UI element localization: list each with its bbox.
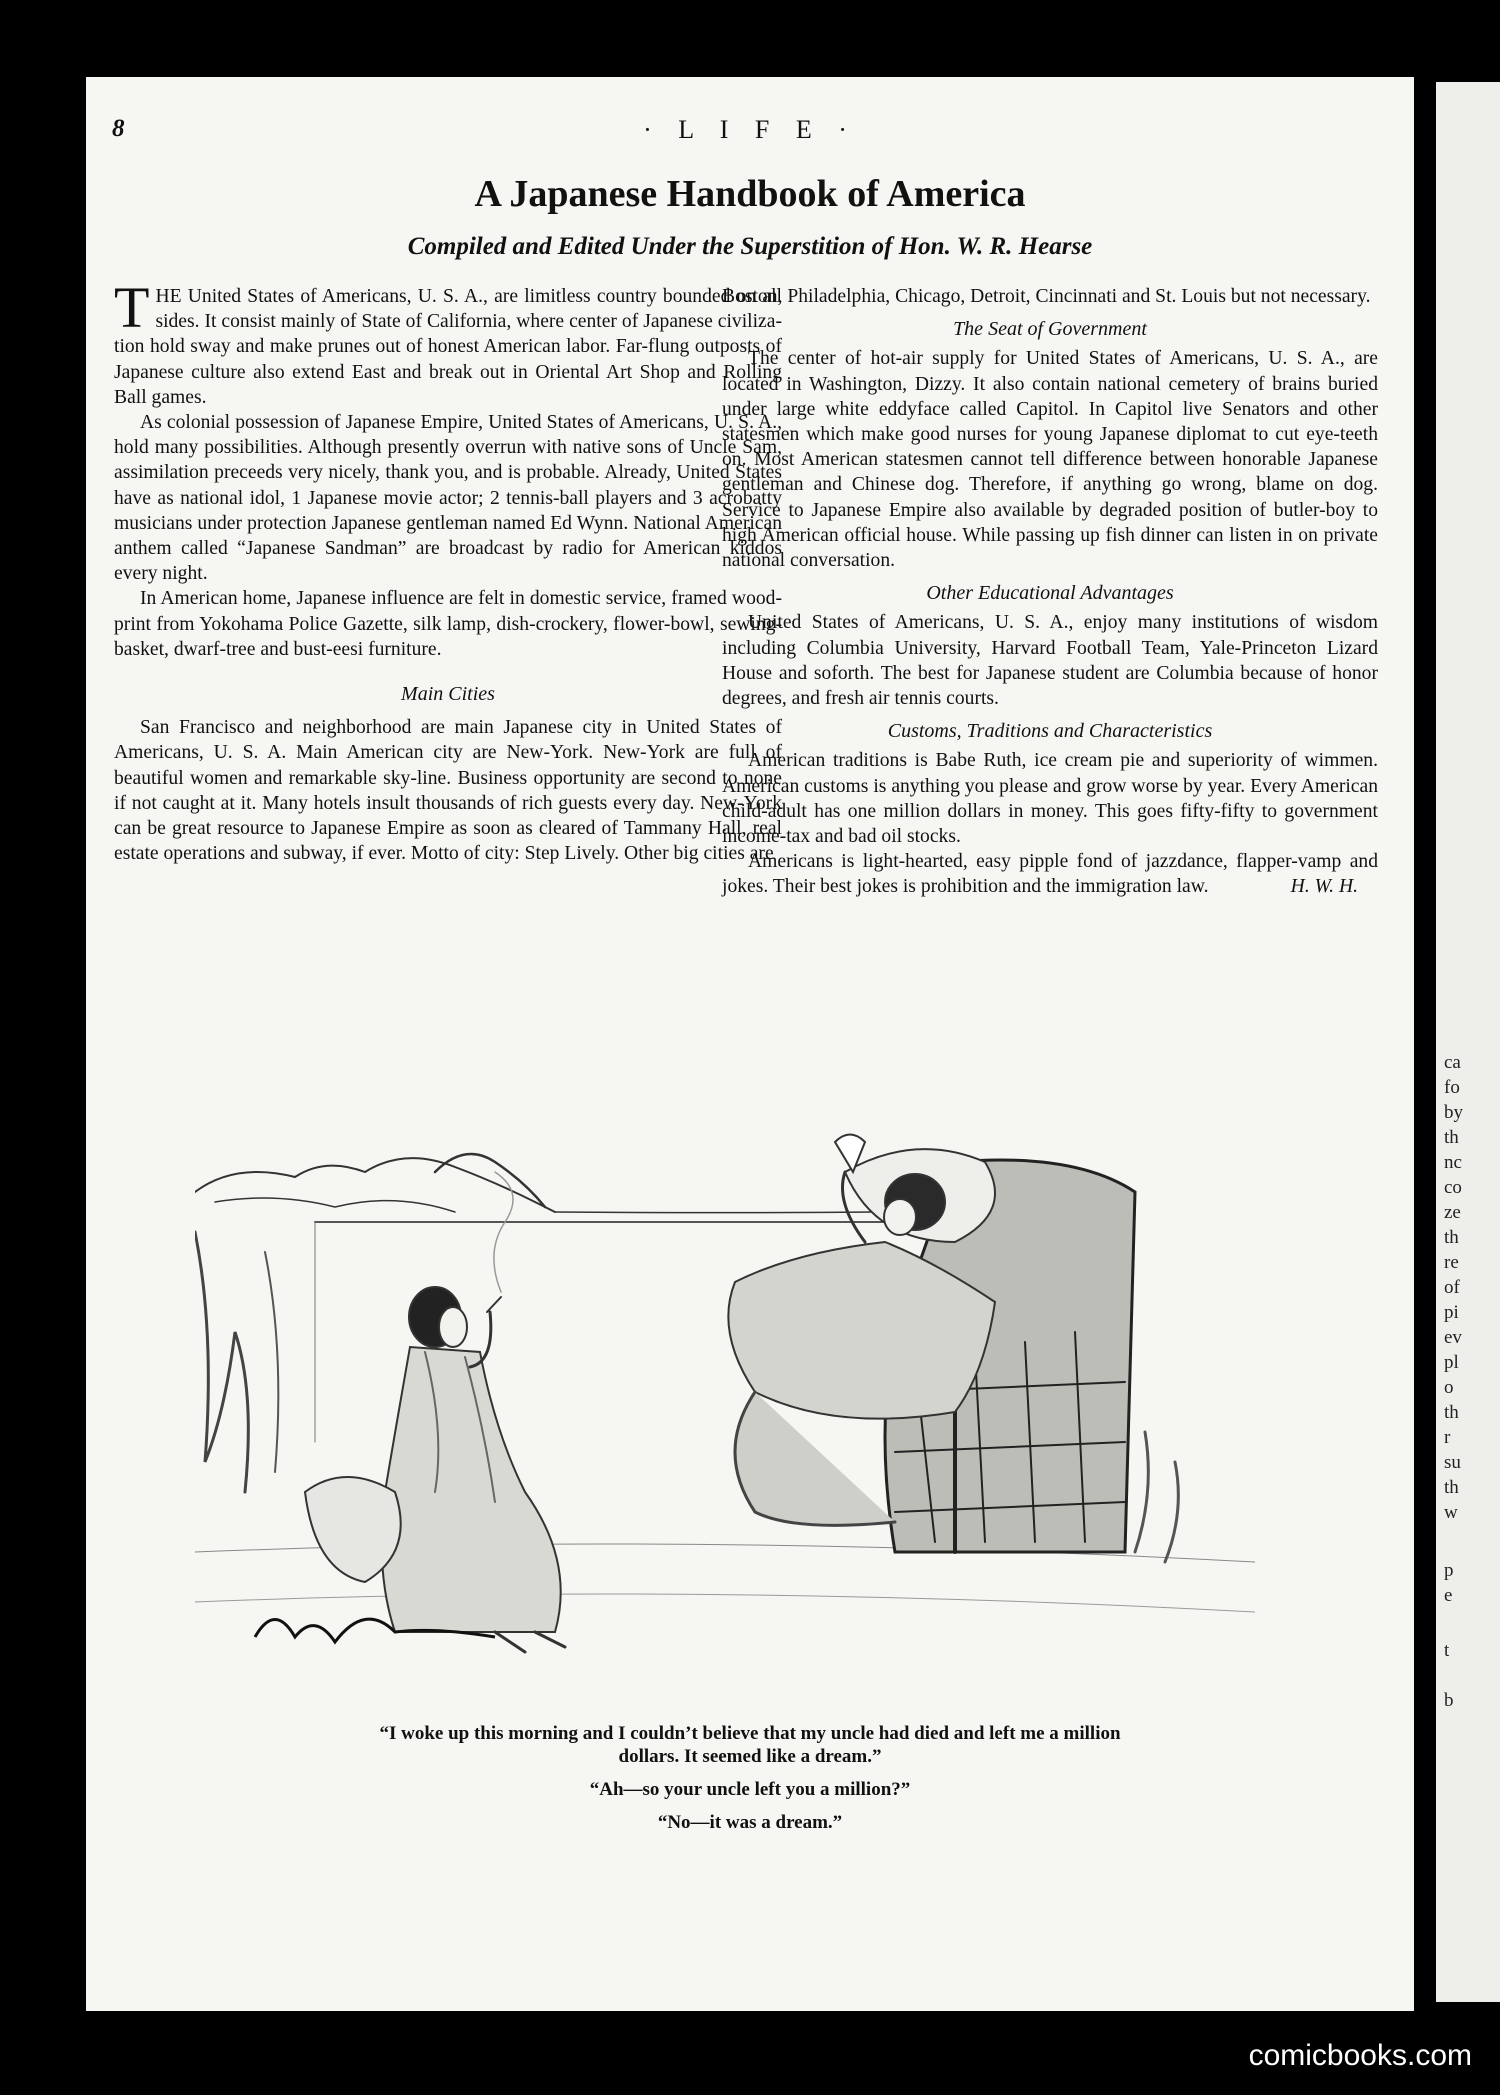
fragment-text: th [1444,1127,1459,1148]
fragment-text: co [1444,1177,1462,1198]
paragraph: As colonial possession of Japanese Empire, United States of Americans, U. S. A., hold many possibilities. Although presently overrun with native sons of Uncle Sam, assimilation preceeds very nicely, thank you, and is probable. Already, United States have as national idol, 1 Japanese movie actor; 2 tennis-ball players and 3 acrobatty musicians under protection Japanese gentleman named Ed Wynn. National American anthem called “Japanese Sandman” are broadcast by radio for American kiddos every night. [114,412,782,585]
fragment-text: w [1444,1502,1458,1523]
section-heading: Other Educational Advantages [926,582,1174,605]
fragment-text: th [1444,1477,1459,1498]
section-heading: The Seat of Government [953,318,1147,341]
fragment-text: ca [1444,1052,1461,1073]
fragment-text: th [1444,1227,1459,1248]
watermark: comicbooks.com [1248,2039,1472,2072]
fragment-text: t [1444,1640,1450,1661]
fragment-text: re [1444,1252,1459,1273]
fragment-text: by [1444,1102,1463,1123]
drop-cap: T [114,275,150,340]
running-title: · L I F E · [643,115,857,144]
fragment-text: su [1444,1452,1461,1473]
fragment-text: b [1444,1690,1454,1711]
fragment-text: o [1444,1377,1454,1398]
fragment-text: fo [1444,1077,1460,1098]
paragraph: United States of Americans, U. S. A., enjoy many institutions of wisdom including Columbia University, Harvard Football Team, Yale-Princeton Lizard House and soforth. The best for Japanese student are Columbia because of honor degrees, and fresh air tennis courts. [722,612,1378,710]
section-heading: Main Cities [401,683,495,706]
article-subtitle: Compiled and Edited Under the Superstition of Hon. W. R. Hearse [407,233,1093,260]
section-heading: Customs, Traditions and Characteristics [887,720,1213,743]
cartoon-illustration [195,1132,1255,1692]
article-title: A Japanese Handbook of America [474,173,1026,215]
fragment-text: of [1444,1277,1460,1298]
fragment-text: r [1444,1427,1451,1448]
fragment-text: th [1444,1402,1459,1423]
page-number: 8 [112,115,125,142]
paragraph: Americans is light-hearted, easy pipple fond of jazzdance, flapper-vamp and jokes. Their best jokes is prohibition and the immigration law. H. W. H. [722,849,1378,899]
right-column [722,284,1378,900]
paragraph: In American home, Japanese influence are felt in domestic service, framed wood-print from Yokohama Police Gazette, silk lamp, dish-crockery, flower-bowl, sewing-basket, dwarf-tree and bust-eesi furniture. [114,588,782,660]
paragraph: San Francisco and neighborhood are main Japanese city in United States of Americans, U. S. A. Main American city are New-York. New-York are full of beautiful women and remarkable sky-line. Business opportunity are second to none if not caught at it. Many hotels insult thousands of rich guests every day. New-York can be great resource to Japanese Empire as soon as cleared of Tammany Hall, real estate operations and subway, if ever. Motto of city: Step Lively. Other big cities are [114,717,782,865]
cartoon-caption: “I woke up this morning and I couldn’t believe that my uncle had died and left me a million dollars. It seemed like a dream.” “Ah—so your uncle left you a million?” “No—it was a dream.” [379,1723,1121,1833]
left-column [114,275,782,866]
fragment-text: ev [1444,1327,1462,1348]
paragraph: American traditions is Babe Ruth, ice cream pie and superiority of wimmen. American customs is anything you please and grow worse by year. Every American child-adult has one million dollars in money. This goes fifty-fifty to government income-tax and bad oil stocks. [722,750,1378,848]
fragment-text: pi [1444,1302,1459,1323]
paragraph: THE United States of Americans, U. S. A., are limitless country bounded on all sides. It consist mainly of State of California, where center of Japanese civilization hold sway and make prunes out of honest American labor. Far-flung outposts of Japanese culture also extend East and break out in Oriental Art Shop and Rolling Ball games. [114,275,782,408]
author-signature: H. W. H. [1290,876,1358,898]
paragraph: Boston, Philadelphia, Chicago, Detroit, Cincinnati and St. Louis but not necessary. [722,286,1371,307]
fragment-text: nc [1444,1152,1462,1173]
fragment-text: e [1444,1585,1453,1606]
fragment-text: p [1444,1560,1454,1581]
paragraph: The center of hot-air supply for United States of Americans, U. S. A., are located in Washington, Dizzy. It also contain national cemetery of brains buried under large white eddyface called Capitol. In Capitol live Senators and other statesmen which make good nurses for young Japanese diplomat to cut eye-teeth on. Most American statesmen cannot tell difference between honorable Japanese gentleman and Chinese dog. Therefore, if anything go wrong, blame on dog. Service to Japanese Empire also available by degraded position of butler-boy to high American official house. While passing up fish dinner can listen in on private national conversation. [722,348,1378,572]
adjacent-page-fragment [1436,82,1500,2002]
page-header [0,115,1500,145]
fragment-text: pl [1444,1352,1459,1373]
fragment-text: ze [1444,1202,1461,1223]
